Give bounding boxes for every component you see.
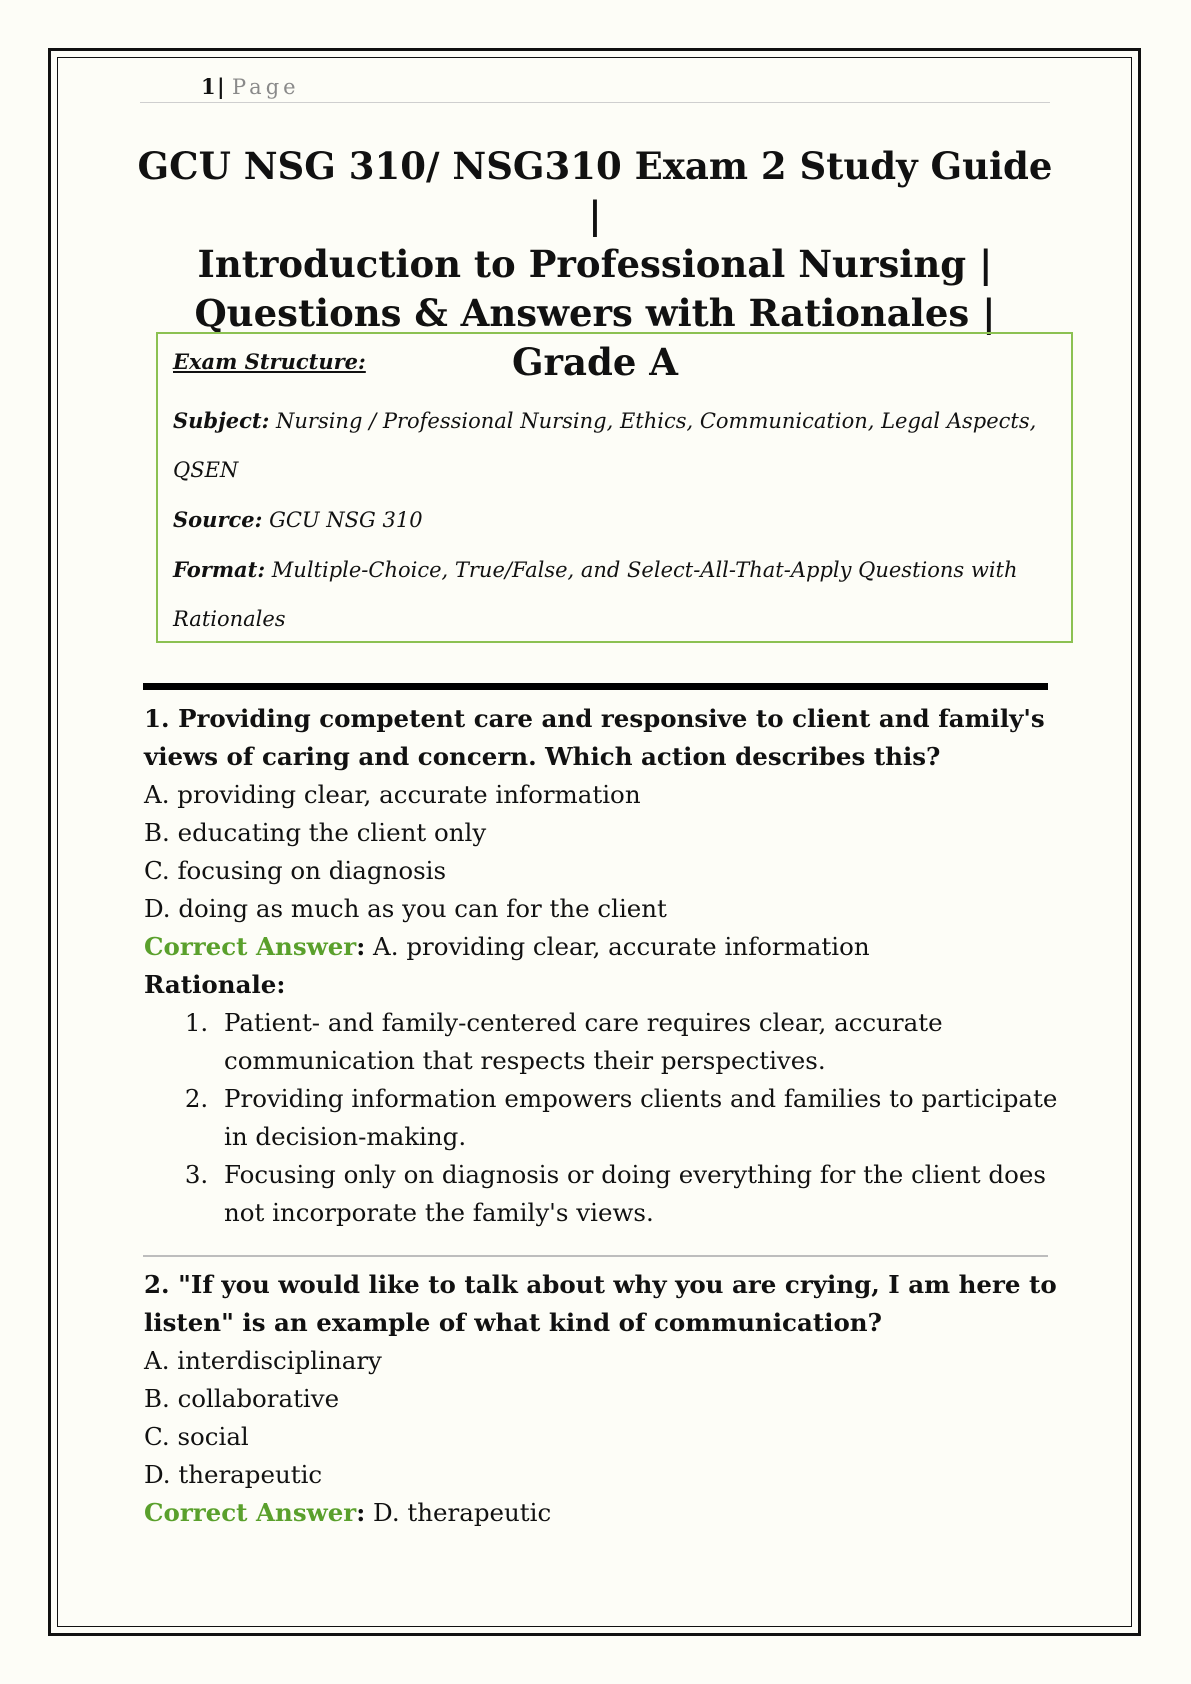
exam-structure-box xyxy=(156,332,1073,643)
question-text: 2. "If you would like to talk about why you are crying, I am here to listen" is an example of what kind of communication? xyxy=(144,1270,1057,1337)
rationale-item: 3. Focusing only on diagnosis or doing everything for the client does not incorporate the family's views. xyxy=(216,1156,1064,1232)
title-line: Introduction to Professional Nursing | xyxy=(197,242,993,286)
correct-answer-label: Correct Answer xyxy=(144,1498,357,1527)
correct-answer-colon: : xyxy=(356,932,366,961)
answer-option: B. collaborative xyxy=(144,1384,340,1413)
answer-option: A. providing clear, accurate information xyxy=(144,780,641,809)
subject-value: Nursing / Professional Nursing, Ethics, Communication, Legal Aspects, xyxy=(269,409,1037,433)
correct-answer-colon: : xyxy=(356,1498,366,1527)
question-divider xyxy=(143,1255,1048,1257)
format-label: Format: xyxy=(173,557,266,582)
title-line: Questions & Answers with Rationales | Grade A xyxy=(194,291,996,384)
question-text: 1. Providing competent care and responsive to client and family's views of caring and concern. Which action describes this? xyxy=(144,704,1045,771)
subject-label: Subject: xyxy=(173,408,270,433)
subject-row xyxy=(173,396,1071,446)
correct-answer-label: Correct Answer xyxy=(144,932,357,961)
format-row-cont: Rationales xyxy=(173,607,286,631)
rationale-item: 1. Patient- and family-centered care requires clear, accurate communication that respects their perspectives. xyxy=(216,1004,1064,1080)
answer-option: A. interdisciplinary xyxy=(144,1346,382,1375)
rationale-list xyxy=(144,1004,1064,1232)
correct-answer-value: D. therapeutic xyxy=(365,1498,552,1527)
correct-answer-value: A. providing clear, accurate information xyxy=(365,932,870,961)
page-separator: | xyxy=(217,74,225,99)
correct-answer-line xyxy=(144,928,1064,966)
source-label: Source: xyxy=(173,507,263,532)
question-block-2 xyxy=(144,1266,1064,1532)
question-block-1 xyxy=(144,700,1064,1232)
answer-option: D. therapeutic xyxy=(144,1460,323,1489)
format-row xyxy=(173,545,1071,595)
page-label: Page xyxy=(232,75,300,99)
title-line: GCU NSG 310/ NSG310 Exam 2 Study Guide | xyxy=(137,144,1053,237)
source-value: GCU NSG 310 xyxy=(262,508,423,532)
rationale-item: 2. Providing information empowers clients and families to participate in decision-making. xyxy=(216,1080,1064,1156)
answer-option: C. focusing on diagnosis xyxy=(144,856,447,885)
page-header xyxy=(140,72,1050,103)
section-divider-thick xyxy=(143,683,1048,690)
answer-option: D. doing as much as you can for the client xyxy=(144,894,667,923)
exam-structure-heading: Exam Structure: xyxy=(173,349,366,374)
rationale-label: Rationale: xyxy=(144,970,286,999)
correct-answer-line xyxy=(144,1494,1064,1532)
answer-option: C. social xyxy=(144,1422,249,1451)
answer-option: B. educating the client only xyxy=(144,818,487,847)
format-value: Multiple-Choice, True/False, and Select-All-That-Apply Questions with xyxy=(265,558,1018,582)
subject-row-cont: QSEN xyxy=(173,458,239,482)
page-number: 1 xyxy=(201,74,216,99)
source-row xyxy=(173,495,1071,545)
